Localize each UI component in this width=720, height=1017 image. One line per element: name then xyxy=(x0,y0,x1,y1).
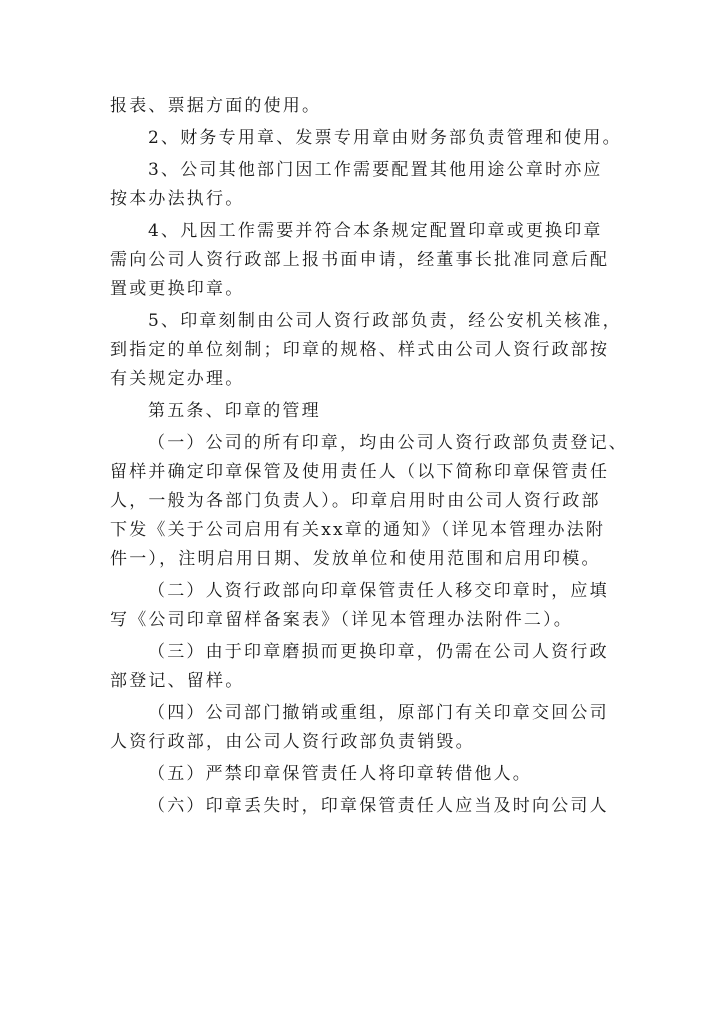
text-line: 下发《关于公司启用有关xx章的通知》（详见本管理办法附 xyxy=(110,520,606,540)
text-line: 有关规定办理。 xyxy=(110,369,245,389)
document-page xyxy=(110,92,628,821)
text-line: （二）人资行政部向印章保管责任人移交印章时，应填 xyxy=(148,581,609,601)
text-line: 留样并确定印章保管及使用责任人（以下简称印章保管责任 xyxy=(110,462,610,482)
section-heading: 第五条、印章的管理 xyxy=(148,401,321,421)
text-line: 3、公司其他部门因工作需要配置其他用途公章时亦应 xyxy=(148,160,603,180)
text-line: （四）公司部门撤销或重组，原部门有关印章交回公司 xyxy=(148,703,609,723)
text-line: 件一），注明启用日期、发放单位和使用范围和启用印模。 xyxy=(110,549,601,569)
text-line: 4、凡因工作需要并符合本条规定配置印章或更换印章 xyxy=(148,221,603,241)
text-line: 置或更换印章。 xyxy=(110,279,245,299)
text-line: 2、财务专用章、发票专用章由财务部负责管理和使用。 xyxy=(148,128,622,148)
text-line: 到指定的单位刻制；印章的规格、样式由公司人资行政部按 xyxy=(110,340,610,360)
text-line: （六）印章丢失时，印章保管责任人应当及时向公司人 xyxy=(148,796,609,816)
text-line: （一）公司的所有印章，均由公司人资行政部负责登记、 xyxy=(148,433,628,453)
text-line: （三）由于印章磨损而更换印章，仍需在公司人资行政 xyxy=(148,642,609,662)
text-line: 人资行政部，由公司人资行政部负责销毁。 xyxy=(110,732,475,752)
text-line: 按本办法执行。 xyxy=(110,189,245,209)
text-line: 报表、票据方面的使用。 xyxy=(110,96,322,116)
text-line: （五）严禁印章保管责任人将印章转借他人。 xyxy=(148,764,532,784)
text-line: 人，一般为各部门负责人）。印章启用时由公司人资行政部 xyxy=(110,491,601,511)
text-line: 5、印章刻制由公司人资行政部负责，经公安机关核准， xyxy=(148,311,622,331)
text-line: 写《公司印章留样备案表》（详见本管理办法附件二）。 xyxy=(110,610,573,630)
text-line: 部登记、留样。 xyxy=(110,671,245,691)
text-line: 需向公司人资行政部上报书面申请，经董事长批准同意后配 xyxy=(110,250,610,270)
